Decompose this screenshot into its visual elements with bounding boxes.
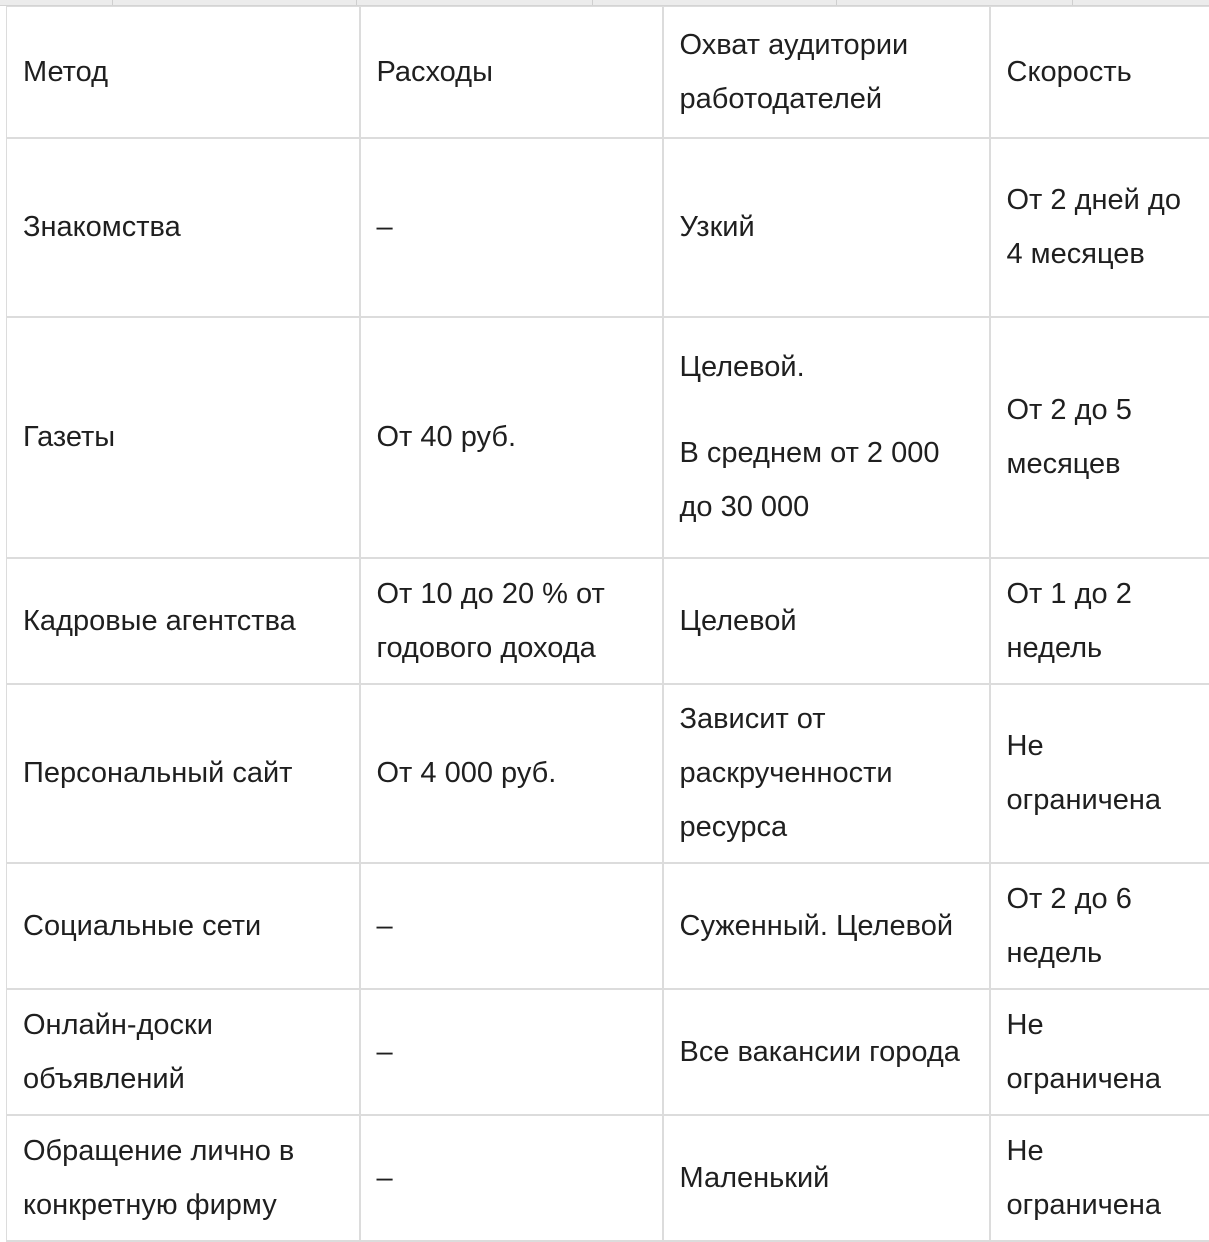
cell-speed: От 1 до 2 недель — [990, 558, 1209, 684]
cell-reach: Зависит от раскрученности ресурса — [663, 684, 990, 863]
cell-method: Онлайн-доски объявлений — [7, 989, 360, 1115]
cell-reach: Все вакансии города — [663, 989, 990, 1115]
cell-method: Обращение лично в конкретную фирму — [7, 1115, 360, 1241]
table-row — [7, 863, 1209, 989]
comparison-table — [6, 6, 1209, 1242]
header-cost: Расходы — [360, 7, 663, 138]
table-row — [7, 317, 1209, 558]
table-row — [7, 1115, 1209, 1241]
cell-cost: – — [360, 989, 663, 1115]
cell-speed: Не ограничена — [990, 1115, 1209, 1241]
header-reach: Охват аудитории работодателей — [663, 7, 990, 138]
cell-method: Кадровые агентства — [7, 558, 360, 684]
cell-reach: Маленький — [663, 1115, 990, 1241]
cell-speed: Не ограничена — [990, 684, 1209, 863]
cell-speed: От 2 до 5 месяцев — [990, 317, 1209, 558]
header-row — [7, 7, 1209, 138]
cell-cost: От 40 руб. — [360, 317, 663, 558]
cell-cost: – — [360, 1115, 663, 1241]
reach-line: Целевой. — [680, 340, 973, 394]
cell-cost: – — [360, 138, 663, 317]
cell-reach: Узкий — [663, 138, 990, 317]
cell-method: Газеты — [7, 317, 360, 558]
cell-cost: – — [360, 863, 663, 989]
cell-method: Персональный сайт — [7, 684, 360, 863]
cell-speed: От 2 до 6 недель — [990, 863, 1209, 989]
cell-method: Социальные сети — [7, 863, 360, 989]
cell-reach: Суженный. Целевой — [663, 863, 990, 989]
table-row — [7, 684, 1209, 863]
cell-speed: От 2 дней до 4 месяцев — [990, 138, 1209, 317]
table-row — [7, 138, 1209, 317]
cell-reach — [663, 317, 990, 558]
cell-cost: От 10 до 20 % от годового дохода — [360, 558, 663, 684]
reach-line: В среднем от 2 000 до 30 000 — [680, 426, 973, 534]
cell-cost: От 4 000 руб. — [360, 684, 663, 863]
cell-speed: Не ограничена — [990, 989, 1209, 1115]
cell-method: Знакомства — [7, 138, 360, 317]
header-method: Метод — [7, 7, 360, 138]
header-speed: Скорость — [990, 7, 1209, 138]
table-row — [7, 989, 1209, 1115]
cell-reach: Целевой — [663, 558, 990, 684]
table-row — [7, 558, 1209, 684]
